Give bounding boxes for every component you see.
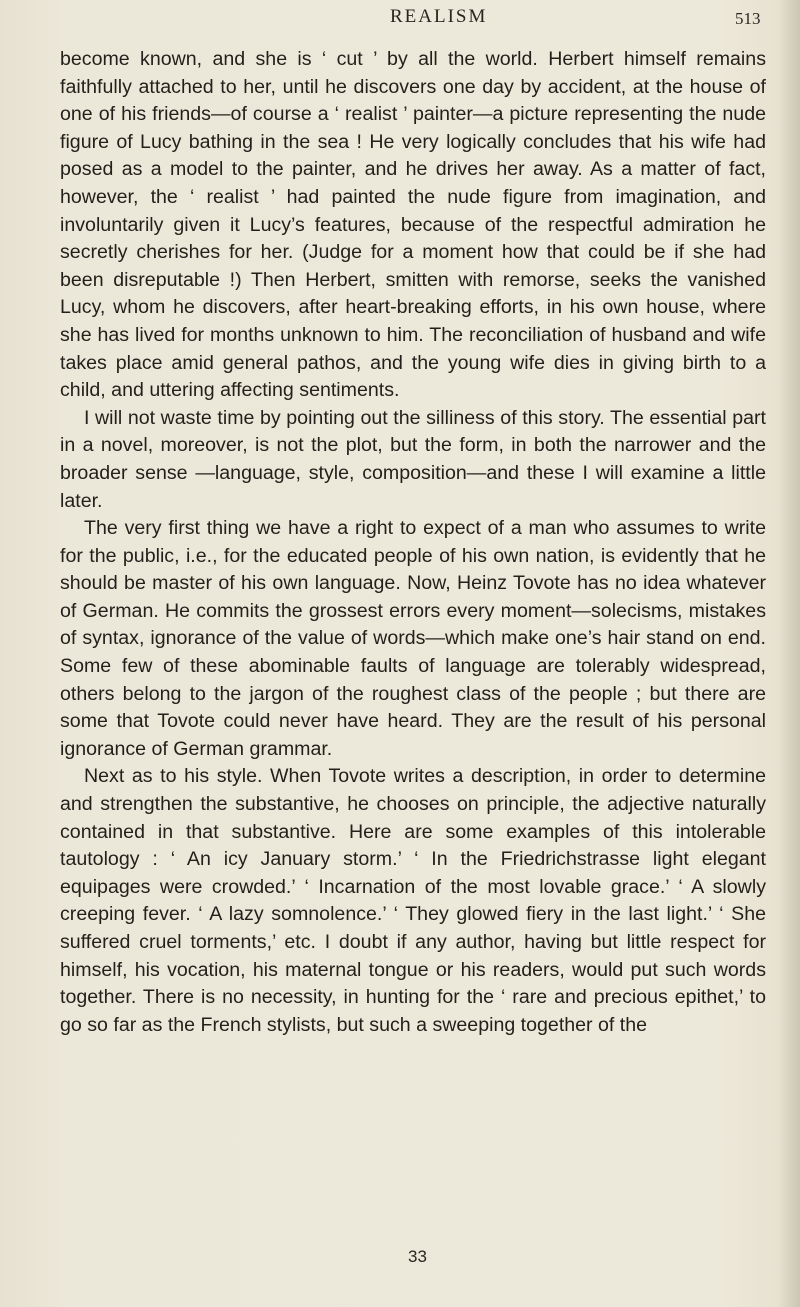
paragraph-continuation: become known, and she is ‘ cut ’ by all the world. Herbert himself remains faithfully attached to her, until he discovers one day by accident, at the house of one of his friends—of course a ‘ realist ’ painter—a picture representing the nude figure of Lucy bathing in the sea ! He very logically concludes that his wife had posed as a model to the painter, and he drives her away. As a matter of fact, however, the ‘ realist ’ had painted the nude figure from imagination, and involuntarily given it Lucy’s features, because of the respectful admiration he secretly cherishes for her. (Judge for a moment how that could be if she had been disreputable !) Then Herbert, smitten with remorse, seeks the vanished Lucy, whom he discovers, after heart-breaking efforts, in his own house, where she has lived for months unknown to him. The reconciliation of husband and wife takes place amid general pathos, and the young wife dies in giving birth to a child, and uttering affecting sentiments.: [60, 48, 766, 402]
body-text: [60, 46, 766, 1039]
paragraph-language: The very first thing we have a right to expect of a man who assumes to write for the public, i.e., for the educated people of his own nation, is evidently that he should be master of his own language. Now, Heinz Tovote has no idea whatever of German. He commits the grossest errors every moment—solecisms, mistakes of syntax, ignorance of the value of words—which make one’s hair stand on end. Some few of these abominable faults of language are tolerably widespread, others belong to the jargon of the roughest class of the people ; but there are some that Tovote could never have heard. They are the result of his personal ignorance of German grammar.: [60, 517, 766, 760]
running-head: [0, 2, 800, 36]
page-edge-shadow: [778, 0, 800, 1307]
printer-signature: 33: [408, 1247, 427, 1266]
paragraph-silliness: I will not waste time by pointing out the silliness of this story. The essential part in a novel, moreover, is not the plot, but the form, in both the narrower and the broader sense —language, style, composition—and these I will examine a little later.: [60, 406, 766, 512]
running-title: REALISM: [390, 6, 488, 27]
paragraph-style: Next as to his style. When Tovote writes a description, in order to determine and strengthen the substantive, he chooses on principle, the adjective naturally contained in that substantive. Here are some examples of this intolerable tautology : ‘ An icy January storm.’ ‘ In the Friedrichstrasse light elegant equipages were crowded.’ ‘ Incarnation of the most lovable grace.’ ‘ A slowly creeping fever. ‘ A lazy somnolence.’ ‘ They glowed fiery in the last light.’ ‘ She suffered cruel torments,’ etc. I doubt if any author, having but little respect for himself, his vocation, his maternal tongue or his readers, would put such words together. There is no necessity, in hunting for the ‘ rare and precious epithet,’ to go so far as the French stylists, but such a sweeping together of the: [60, 765, 766, 1036]
page-number: 513: [735, 9, 761, 28]
